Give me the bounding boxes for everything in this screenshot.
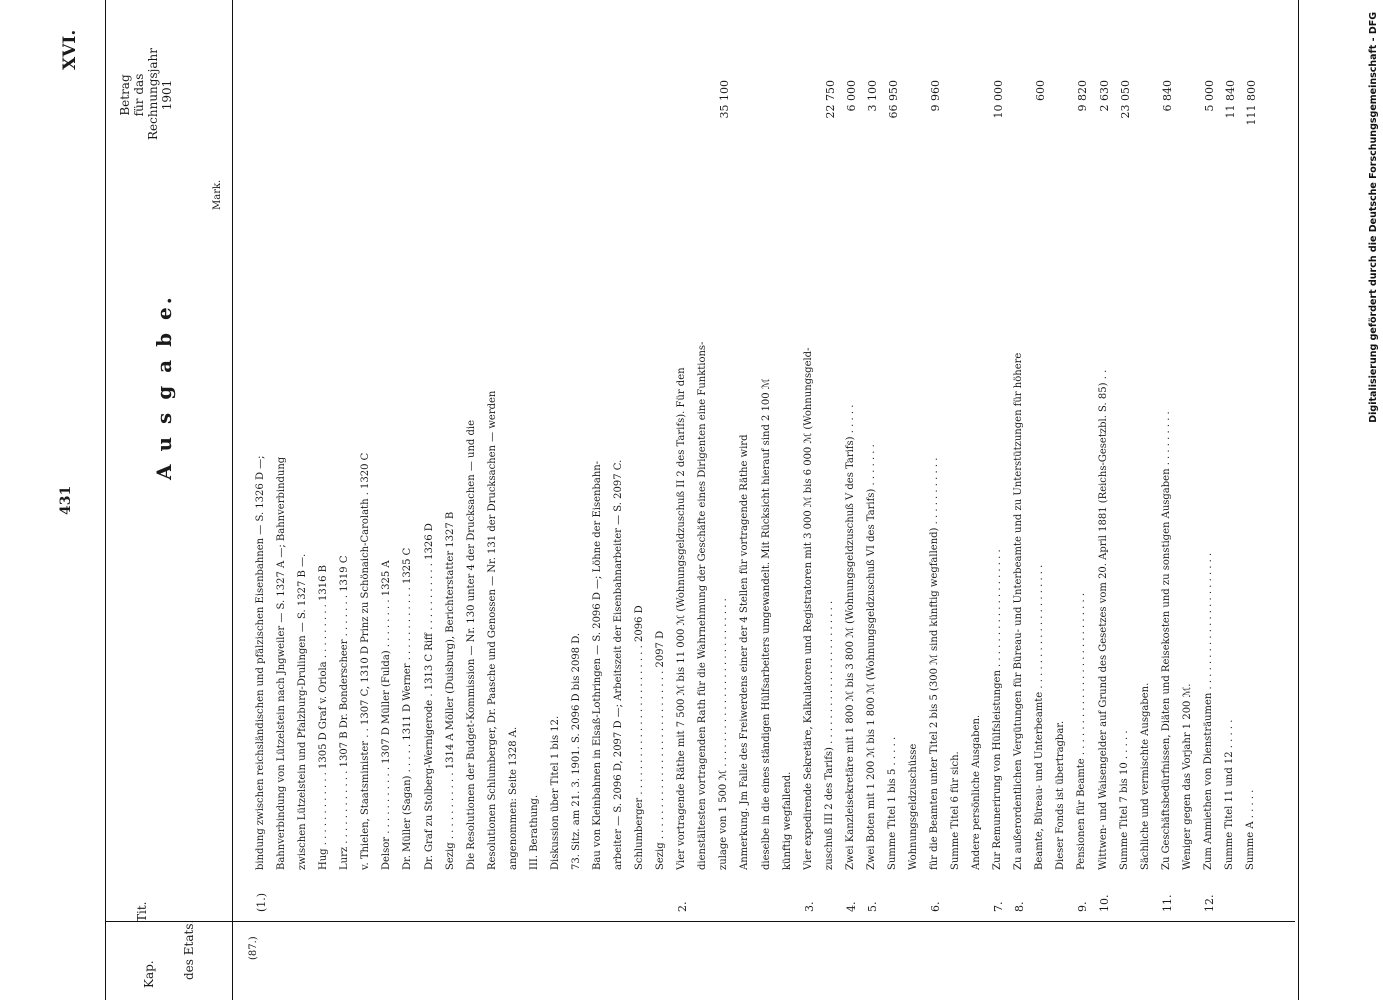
line-text: angenommen: Seite 1328 A.	[507, 726, 519, 870]
section-number: XVI.	[60, 29, 80, 70]
line-row	[339, 0, 357, 1000]
line-amount: 6 000	[844, 80, 858, 112]
line-amount: 9 820	[1076, 80, 1090, 112]
line-row	[1140, 0, 1158, 1000]
line-text: Sächliche und vermischte Ausgaben.	[1139, 682, 1151, 870]
betrag-line: für das	[132, 73, 146, 117]
line-text: Schlumberger . . . . . . . . . . . . . . . . . . . . . . . . 2096 D	[634, 605, 646, 870]
line-row	[1055, 0, 1073, 1000]
line-text: Zwei Boten mit 1 200 ℳ bis 1 800 ℳ (Wohnungsgeldzuschuß VI des Tarifs) . . . . . . .	[865, 444, 877, 870]
line-row	[718, 0, 736, 1000]
line-row	[297, 0, 315, 1000]
line-row	[992, 0, 1010, 1000]
line-amount: 3 100	[865, 80, 879, 112]
line-row	[1013, 0, 1031, 1000]
column-kap: Kap.	[142, 960, 156, 988]
line-amount: 10 000	[992, 80, 1006, 119]
line-row	[782, 0, 800, 1000]
line-text: Andere persönliche Ausgaben.	[971, 714, 983, 870]
line-row	[1161, 0, 1179, 1000]
column-des-etats: des Etats.	[182, 919, 196, 980]
line-amount: 9 960	[929, 80, 943, 112]
line-tit: 2.	[676, 901, 690, 912]
line-text: Zu Geschäftsbedürfnissen, Diäten und Reisekosten und zu sonstigen Ausgaben . . . . . . . . .	[1160, 411, 1172, 870]
header-rule-top	[105, 0, 106, 1000]
line-amount: 2 630	[1097, 80, 1111, 112]
line-tit: 9.	[1076, 901, 1090, 912]
line-row	[887, 0, 905, 1000]
line-tit: 7.	[992, 901, 1006, 912]
line-text: Bahnverbindung von Lützelstein nach Jngweiler — S. 1327 A —; Bahnverbindung	[276, 456, 288, 870]
line-text: Wittwen- und Waisengelder auf Grund des Gesetzes vom 20. April 1881 (Reichs-Gesetzbl. S. 85) . .	[1097, 369, 1109, 870]
line-text: künftig wegfallend.	[781, 771, 793, 870]
line-row	[592, 0, 610, 1000]
line-amount: 600	[1034, 80, 1048, 101]
line-row	[950, 0, 968, 1000]
line-amount: 22 750	[823, 80, 837, 119]
line-tit: 11.	[1160, 894, 1174, 912]
line-row	[402, 0, 420, 1000]
line-text: Summe Titel 6 für sich.	[950, 751, 962, 870]
line-row	[634, 0, 652, 1000]
line-text: Beamte, Büreau- und Unterbeamte . . . . . . . . . . . . . . . . . . . .	[1034, 564, 1046, 870]
line-text: Sezig . . . . . . . . . . . 1314 A Möller (Duisburg), Berichterstatter 1327 B	[444, 511, 456, 870]
line-row	[1245, 0, 1263, 1000]
amount-column-rule	[1298, 0, 1299, 1000]
line-row	[571, 0, 589, 1000]
page-title: A u s g a b e.	[152, 294, 176, 480]
line-row	[255, 0, 273, 1000]
line-amount: 35 100	[718, 80, 732, 119]
line-text: Zu außerordentlichen Vergütungen für Büreau- und Unterbeamte und zu Unterstützungen für höhere	[1013, 352, 1025, 870]
line-text: Zum Anmiethen von Diensträumen . . . . . . . . . . . . . . . . . . . . . .	[1202, 552, 1214, 870]
line-tit: 3.	[802, 901, 816, 912]
line-text: Dr. Graf zu Stolberg-Wernigerode . 1313 C Riff . . . . . . . . . . . 1326 D	[423, 523, 435, 870]
kap-value: (87.)	[248, 936, 259, 960]
line-text: Vier vortragende Räthe mit 7 500 ℳ bis 11 000 ℳ (Wohnungsgeldzuschuß II 2 des Tarifs). Für den	[676, 367, 688, 870]
credit-strip	[1364, 12, 1383, 996]
line-text: Zur Remunerirung von Hülfsleistungen . . . . . . . . . . . . . . . . . . .	[992, 549, 1004, 870]
line-text: Dr. Müller (Sagan) . . . . . 1311 D Werner . . . . . . . . . . . . 1325 C	[402, 547, 414, 870]
line-tit: 12.	[1202, 894, 1216, 912]
line-text: Hug . . . . . . . . . . . . 1305 D Graf v. Oriola . . . . . . . . . 1316 B	[318, 564, 330, 870]
line-text: zwischen Lützelstein und Pfalzburg-Drulingen — S. 1327 B —.	[297, 553, 309, 870]
line-row	[424, 0, 442, 1000]
line-text: dienstältesten vortragenden Rath für die Wahrnehmung der Geschäfte eines Dirigenten eine Funktions-	[697, 341, 709, 870]
line-tit: 6.	[929, 901, 943, 912]
line-text: Summe A . . . . .	[1245, 789, 1256, 870]
line-row	[1034, 0, 1052, 1000]
line-tit: 4.	[844, 901, 858, 912]
line-text: bindung zwischen reichsländischen und pfälzischen Eisenbahnen — S. 1326 D —;	[255, 455, 266, 870]
line-text: v. Thielen, Staatsminister . . 1307 C, 1310 D Prinz zu Schönaich-Carolath . 1320 C	[360, 452, 372, 870]
line-row	[466, 0, 484, 1000]
line-text: Wohnungsgeldzuschüsse	[907, 743, 919, 870]
line-row	[1203, 0, 1221, 1000]
line-text: zuschuß III 2 des Tarifs) . . . . . . . . . . . . . . . . . . . . . . .	[823, 600, 835, 870]
column-mark: Mark.	[212, 179, 223, 210]
line-text: Pensionen für Beamte . . . . . . . . . . . . . . . . . . . . . . . . . .	[1076, 592, 1088, 870]
line-tit: 8.	[1013, 901, 1027, 912]
line-text: Die Resolutionen der Budget-Kommission — Nr. 130 unter 4 der Drucksachen — und die	[465, 420, 477, 870]
line-row	[824, 0, 842, 1000]
line-text: Dieser Fonds ist übertragbar.	[1055, 720, 1067, 870]
line-row	[1119, 0, 1137, 1000]
line-tit: (1.)	[255, 892, 268, 912]
line-row	[487, 0, 505, 1000]
line-text: Sezig . . . . . . . . . . . . . . . . . . . . . . . . . . . 2097 D	[655, 630, 667, 870]
line-text: für die Beamten unter Titel 2 bis 5 (300 ℳ sind künftig wegfallend) . . . . . . . . . . .	[929, 457, 941, 870]
line-row	[697, 0, 715, 1000]
column-betrag	[118, 50, 174, 140]
line-row	[845, 0, 863, 1000]
line-row	[381, 0, 399, 1000]
line-amount: 11 840	[1223, 80, 1237, 119]
line-row	[676, 0, 694, 1000]
line-row	[318, 0, 336, 1000]
line-row	[866, 0, 884, 1000]
line-row	[655, 0, 673, 1000]
line-text: Anmerkung. Jm Falle des Freiwerdens einer der 4 Stellen für vortragende Räthe wird	[739, 434, 751, 870]
betrag-line: 1901	[160, 79, 174, 111]
line-row	[360, 0, 378, 1000]
line-row	[908, 0, 926, 1000]
column-tit: Tit.	[135, 901, 149, 922]
line-tit: 5.	[865, 901, 879, 912]
line-row	[1182, 0, 1200, 1000]
line-row	[1224, 0, 1242, 1000]
line-text: dieselbe in die eines ständigen Hülfsarbeiters umgewandelt. Mit Rücksicht hierauf sind 2 100 ℳ	[760, 378, 772, 870]
line-text: 73. Sitz. am 21. 3. 1901. S. 2096 D bis 2098 D.	[570, 632, 582, 870]
line-text: zulage von 1 500 ℳ . . . . . . . . . . . . . . . . . . . . . . . . . . .	[718, 598, 730, 870]
line-text: Bau von Kleinbahnen in Elsaß-Lothringen — S. 2096 D —; Löhne der Eisenbahn-	[592, 460, 604, 870]
credit-text: Digitalisierung gefördert durch die Deutsche Forschungsgemeinschaft - DFG	[1368, 12, 1379, 423]
line-row	[445, 0, 463, 1000]
line-row	[929, 0, 947, 1000]
line-text: Summe Titel 7 bis 10 . . . . .	[1118, 730, 1130, 870]
line-amount: 66 950	[886, 80, 900, 119]
line-tit: 10.	[1097, 894, 1111, 912]
line-text: Vier expedirende Sekretäre, Kalkulatoren und Registratoren mit 3 000 ℳ bis 6 000 ℳ (Wohnungsgeld-	[802, 347, 814, 870]
line-amount: 111 800	[1245, 80, 1258, 126]
line-amount: 23 050	[1118, 80, 1132, 119]
line-amount: 6 840	[1160, 80, 1174, 112]
line-row	[1076, 0, 1094, 1000]
header-rule-bottom	[232, 0, 233, 1000]
betrag-line: Betrag	[118, 74, 132, 116]
line-text: Delsor . . . . . . . . . . . 1307 D Müller (Fulda) . . . . . . . . 1325 A	[381, 560, 393, 870]
line-text: Summe Titel 1 bis 5 . . . . .	[886, 736, 898, 870]
line-row	[508, 0, 526, 1000]
line-text: Diskussion über Titel 1 bis 12.	[549, 715, 561, 870]
betrag-line: Rechnungsjahr	[146, 48, 160, 140]
line-text: Resolutionen Schlumberger, Dr. Paasche und Genossen — Nr. 131 der Drucksachen — werden	[486, 390, 498, 870]
line-row	[613, 0, 631, 1000]
line-row	[971, 0, 989, 1000]
line-text: Lurz . . . . . . . . . . . . 1307 B Dr. Bonderscheer . . . . . . . 1319 C	[339, 555, 351, 870]
line-row	[1098, 0, 1116, 1000]
page-number: 431	[58, 485, 74, 515]
line-text: III. Berathung.	[528, 794, 540, 870]
line-row	[550, 0, 568, 1000]
line-row	[739, 0, 757, 1000]
line-row	[803, 0, 821, 1000]
line-text: Zwei Kanzleisekretäre mit 1 800 ℳ bis 3 800 ℳ (Wohnungsgeldzuschuß V des Tarifs) . . . . .	[844, 404, 856, 870]
line-text: Weniger gegen das Vorjahr 1 200 ℳ.	[1181, 683, 1193, 870]
line-text: Summe Titel 11 und 12 . . . . .	[1223, 719, 1235, 870]
line-row	[276, 0, 294, 1000]
line-row	[761, 0, 779, 1000]
line-text: arbeiter — S. 2096 D, 2097 D —; Arbeitszeit der Eisenbahnarbeiter — S. 2097 C.	[613, 459, 625, 870]
line-amount: 5 000	[1202, 80, 1216, 112]
line-row	[529, 0, 547, 1000]
